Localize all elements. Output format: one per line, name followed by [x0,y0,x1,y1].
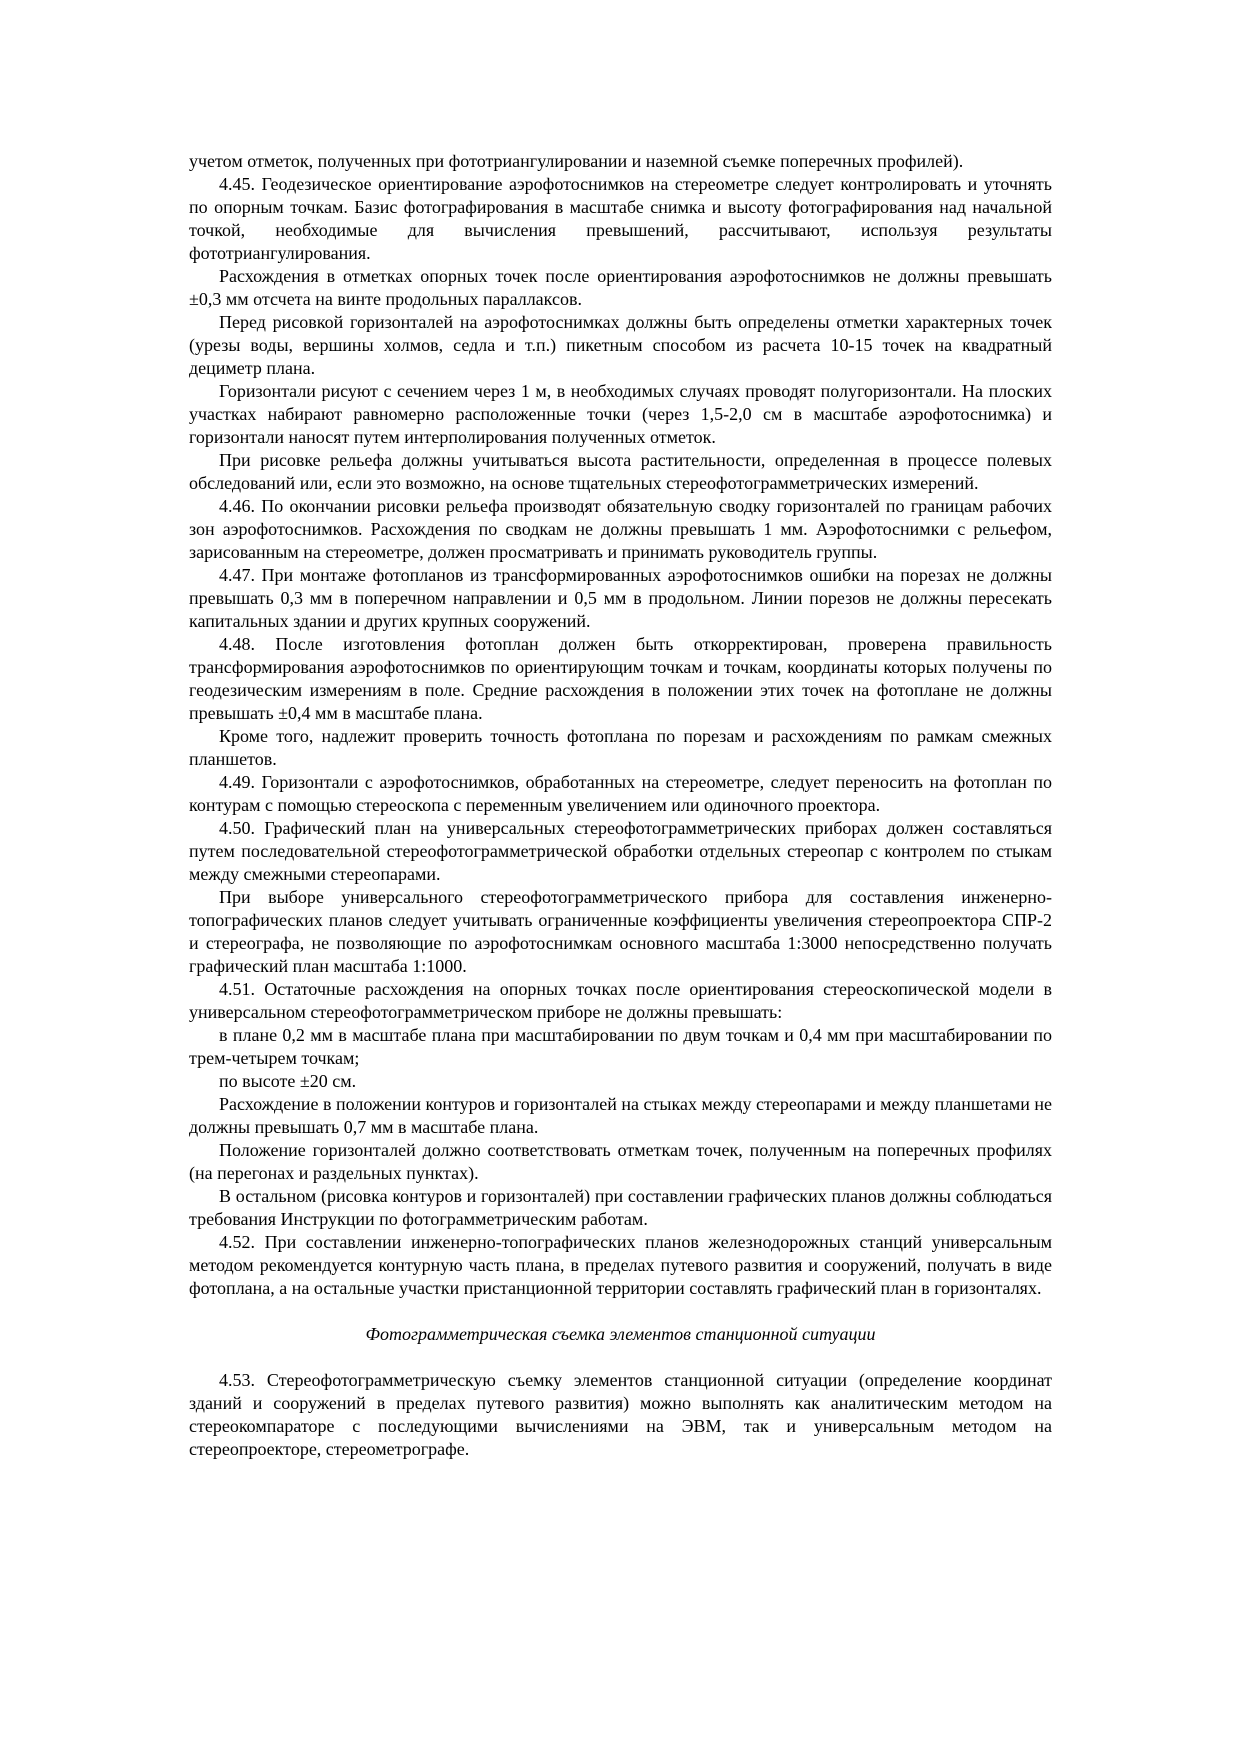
paragraph: 4.51. Остаточные расхождения на опорных точках после ориентирования стереоскопической модели в универсальном стереофотограмметрическом приборе не должны превышать: [189,979,1052,1022]
paragraph: 4.47. При монтаже фотопланов из трансформированных аэрофотоснимков ошибки на порезах не должны превышать 0,3 мм в поперечном направлении и 0,5 мм в продольном. Линии порезов не должны пересекать капитальных здании и других крупных сооружений. [189,565,1052,631]
section-heading: Фотограмметрическая съемка элементов станционной ситуации [365,1324,876,1344]
document-page [189,150,1052,1461]
paragraph: учетом отметок, полученных при фототриангулировании и наземной съемке поперечных профилей). [189,151,964,171]
paragraph: При рисовке рельефа должны учитываться высота растительности, определенная в процессе полевых обследований или, если это возможно, на основе тщательных стереофотограмметрических измерений. [189,450,1052,493]
paragraph: 4.49. Горизонтали с аэрофотоснимков, обработанных на стереометре, следует переносить на фотоплан по контурам с помощью стереоскопа с переменным увеличением или одиночного проектора. [189,772,1052,815]
paragraph: При выборе универсального стереофотограмметрического прибора для составления инженерно-топографических планов следует учитывать ограниченные коэффициенты увеличения стереопроектора СПР-2 и стереографа, не позволяющие по аэрофотоснимкам основного масштаба 1:3000 непосредственно получать графический план масштаба 1:1000. [189,887,1052,976]
paragraph: 4.50. Графический план на универсальных стереофотограмметрических приборах должен составляться путем последовательной стереофотограмметрической обработки отдельных стереопар с контролем по стыкам между смежными стереопарами. [189,818,1052,884]
paragraph: 4.52. При составлении инженерно-топографических планов железнодорожных станций универсальным методом рекомендуется контурную часть плана, в пределах путевого развития и сооружений, получать в виде фотоплана, а на остальные участки пристанционной территории составлять графический план в горизонталях. [189,1232,1052,1298]
paragraph: Положение горизонталей должно соответствовать отметкам точек, полученным на поперечных профилях (на перегонах и раздельных пунктах). [189,1140,1052,1183]
paragraph: Кроме того, надлежит проверить точность фотоплана по порезам и расхождениям по рамкам смежных планшетов. [189,726,1052,769]
paragraph: Горизонтали рисуют с сечением через 1 м, в необходимых случаях проводят полугоризонтали. На плоских участках набирают равномерно расположенные точки (через 1,5-2,0 см в масштабе аэрофотоснимка) и горизонтали наносят путем интерполирования полученных отметок. [189,381,1052,447]
paragraph: 4.48. После изготовления фотоплан должен быть откорректирован, проверена правильность трансформирования аэрофотоснимков по ориентирующим точкам и точкам, координаты которых получены по геодезическим измерениям в поле. Средние расхождения в положении этих точек на фотоплане не должны превышать ±0,4 мм в масштабе плана. [189,634,1052,723]
paragraph: 4.53. Стереофотограмметрическую съемку элементов станционной ситуации (определение координат зданий и сооружений в пределах путевого развития) можно выполнять как аналитическим методом на стереокомпараторе с последующими вычислениями на ЭВМ, так и универсальным методом на стереопроекторе, стереометрографе. [189,1370,1052,1459]
paragraph: Расхождения в отметках опорных точек после ориентирования аэрофотоснимков не должны превышать ±0,3 мм отсчета на винте продольных параллаксов. [189,266,1052,309]
paragraph: В остальном (рисовка контуров и горизонталей) при составлении графических планов должны соблюдаться требования Инструкции по фотограмметрическим работам. [189,1186,1052,1229]
paragraph: 4.46. По окончании рисовки рельефа производят обязательную сводку горизонталей по границам рабочих зон аэрофотоснимков. Расхождения по сводкам не должны превышать 1 мм. Аэрофотоснимки с рельефом, зарисованным на стереометре, должен просматривать и принимать руководитель группы. [189,496,1052,562]
paragraph: 4.45. Геодезическое ориентирование аэрофотоснимков на стереометре следует контролировать и уточнять по опорным точкам. Базис фотографирования в масштабе снимка и высоту фотографирования над начальной точкой, необходимые для вычисления превышений, рассчитывают, используя результаты фототриангулирования. [189,174,1052,263]
paragraph: Перед рисовкой горизонталей на аэрофотоснимках должны быть определены отметки характерных точек (урезы воды, вершины холмов, седла и т.п.) пикетным способом из расчета 10-15 точек на квадратный дециметр плана. [189,312,1052,378]
paragraph: в плане 0,2 мм в масштабе плана при масштабировании по двум точкам и 0,4 мм при масштабировании по трем-четырем точкам; [189,1025,1052,1068]
paragraph: Расхождение в положении контуров и горизонталей на стыках между стереопарами и между планшетами не должны превышать 0,7 мм в масштабе плана. [189,1094,1052,1137]
paragraph: по высоте ±20 см. [219,1071,357,1091]
